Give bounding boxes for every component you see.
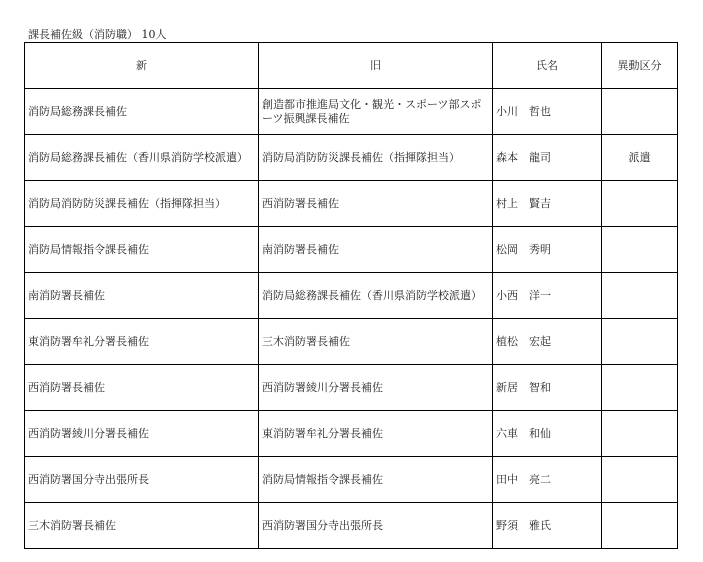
old-position-cell: 三木消防署長補佐 [259, 319, 493, 365]
table-row [25, 273, 678, 319]
transfer-type-cell [602, 319, 678, 365]
transfer-type-cell [602, 411, 678, 457]
new-position-cell: 西消防署長補佐 [25, 365, 259, 411]
old-position-cell: 西消防署国分寺出張所長 [259, 503, 493, 549]
table-row [25, 227, 678, 273]
old-position-cell: 南消防署長補佐 [259, 227, 493, 273]
table-row [25, 181, 678, 227]
table-row [25, 457, 678, 503]
header-row [25, 43, 678, 89]
header-old-position: 旧 [259, 43, 493, 89]
header-name: 氏名 [493, 43, 602, 89]
name-cell: 小川 哲也 [493, 89, 602, 135]
table-row [25, 135, 678, 181]
new-position-cell: 消防局総務課長補佐 [25, 89, 259, 135]
name-cell: 田中 亮二 [493, 457, 602, 503]
table-row [25, 319, 678, 365]
header-transfer-type: 異動区分 [602, 43, 678, 89]
table-row [25, 503, 678, 549]
name-cell: 村上 賢吉 [493, 181, 602, 227]
old-position-cell: 西消防署長補佐 [259, 181, 493, 227]
table-row [25, 365, 678, 411]
header-new-position: 新 [25, 43, 259, 89]
transfer-type-cell [602, 457, 678, 503]
name-cell: 松岡 秀明 [493, 227, 602, 273]
new-position-cell: 南消防署長補佐 [25, 273, 259, 319]
new-position-cell: 西消防署綾川分署長補佐 [25, 411, 259, 457]
name-cell: 植松 宏起 [493, 319, 602, 365]
old-position-cell: 創造都市推進局文化・観光・スポーツ部スポーツ振興課長補佐 [259, 89, 493, 135]
old-position-cell: 消防局消防防災課長補佐（指揮隊担当） [259, 135, 493, 181]
name-cell: 六車 和仙 [493, 411, 602, 457]
transfer-type-cell [602, 273, 678, 319]
new-position-cell: 消防局総務課長補佐（香川県消防学校派遣） [25, 135, 259, 181]
name-cell: 森本 龍司 [493, 135, 602, 181]
old-position-cell: 消防局情報指令課長補佐 [259, 457, 493, 503]
table-caption: 課長補佐級（消防職） 10人 [28, 28, 167, 41]
old-position-cell: 消防局総務課長補佐（香川県消防学校派遣） [259, 273, 493, 319]
new-position-cell: 西消防署国分寺出張所長 [25, 457, 259, 503]
table-row [25, 89, 678, 135]
transfer-type-cell: 派遣 [602, 135, 678, 181]
name-cell: 野須 雅氏 [493, 503, 602, 549]
transfer-type-cell [602, 365, 678, 411]
old-position-cell: 東消防署牟礼分署長補佐 [259, 411, 493, 457]
transfer-type-cell [602, 181, 678, 227]
new-position-cell: 三木消防署長補佐 [25, 503, 259, 549]
new-position-cell: 東消防署牟礼分署長補佐 [25, 319, 259, 365]
personnel-transfer-table [24, 42, 678, 549]
transfer-type-cell [602, 227, 678, 273]
name-cell: 小西 洋一 [493, 273, 602, 319]
transfer-type-cell [602, 503, 678, 549]
new-position-cell: 消防局消防防災課長補佐（指揮隊担当） [25, 181, 259, 227]
transfer-type-cell [602, 89, 678, 135]
name-cell: 新居 智和 [493, 365, 602, 411]
new-position-cell: 消防局情報指令課長補佐 [25, 227, 259, 273]
old-position-cell: 西消防署綾川分署長補佐 [259, 365, 493, 411]
table-row [25, 411, 678, 457]
